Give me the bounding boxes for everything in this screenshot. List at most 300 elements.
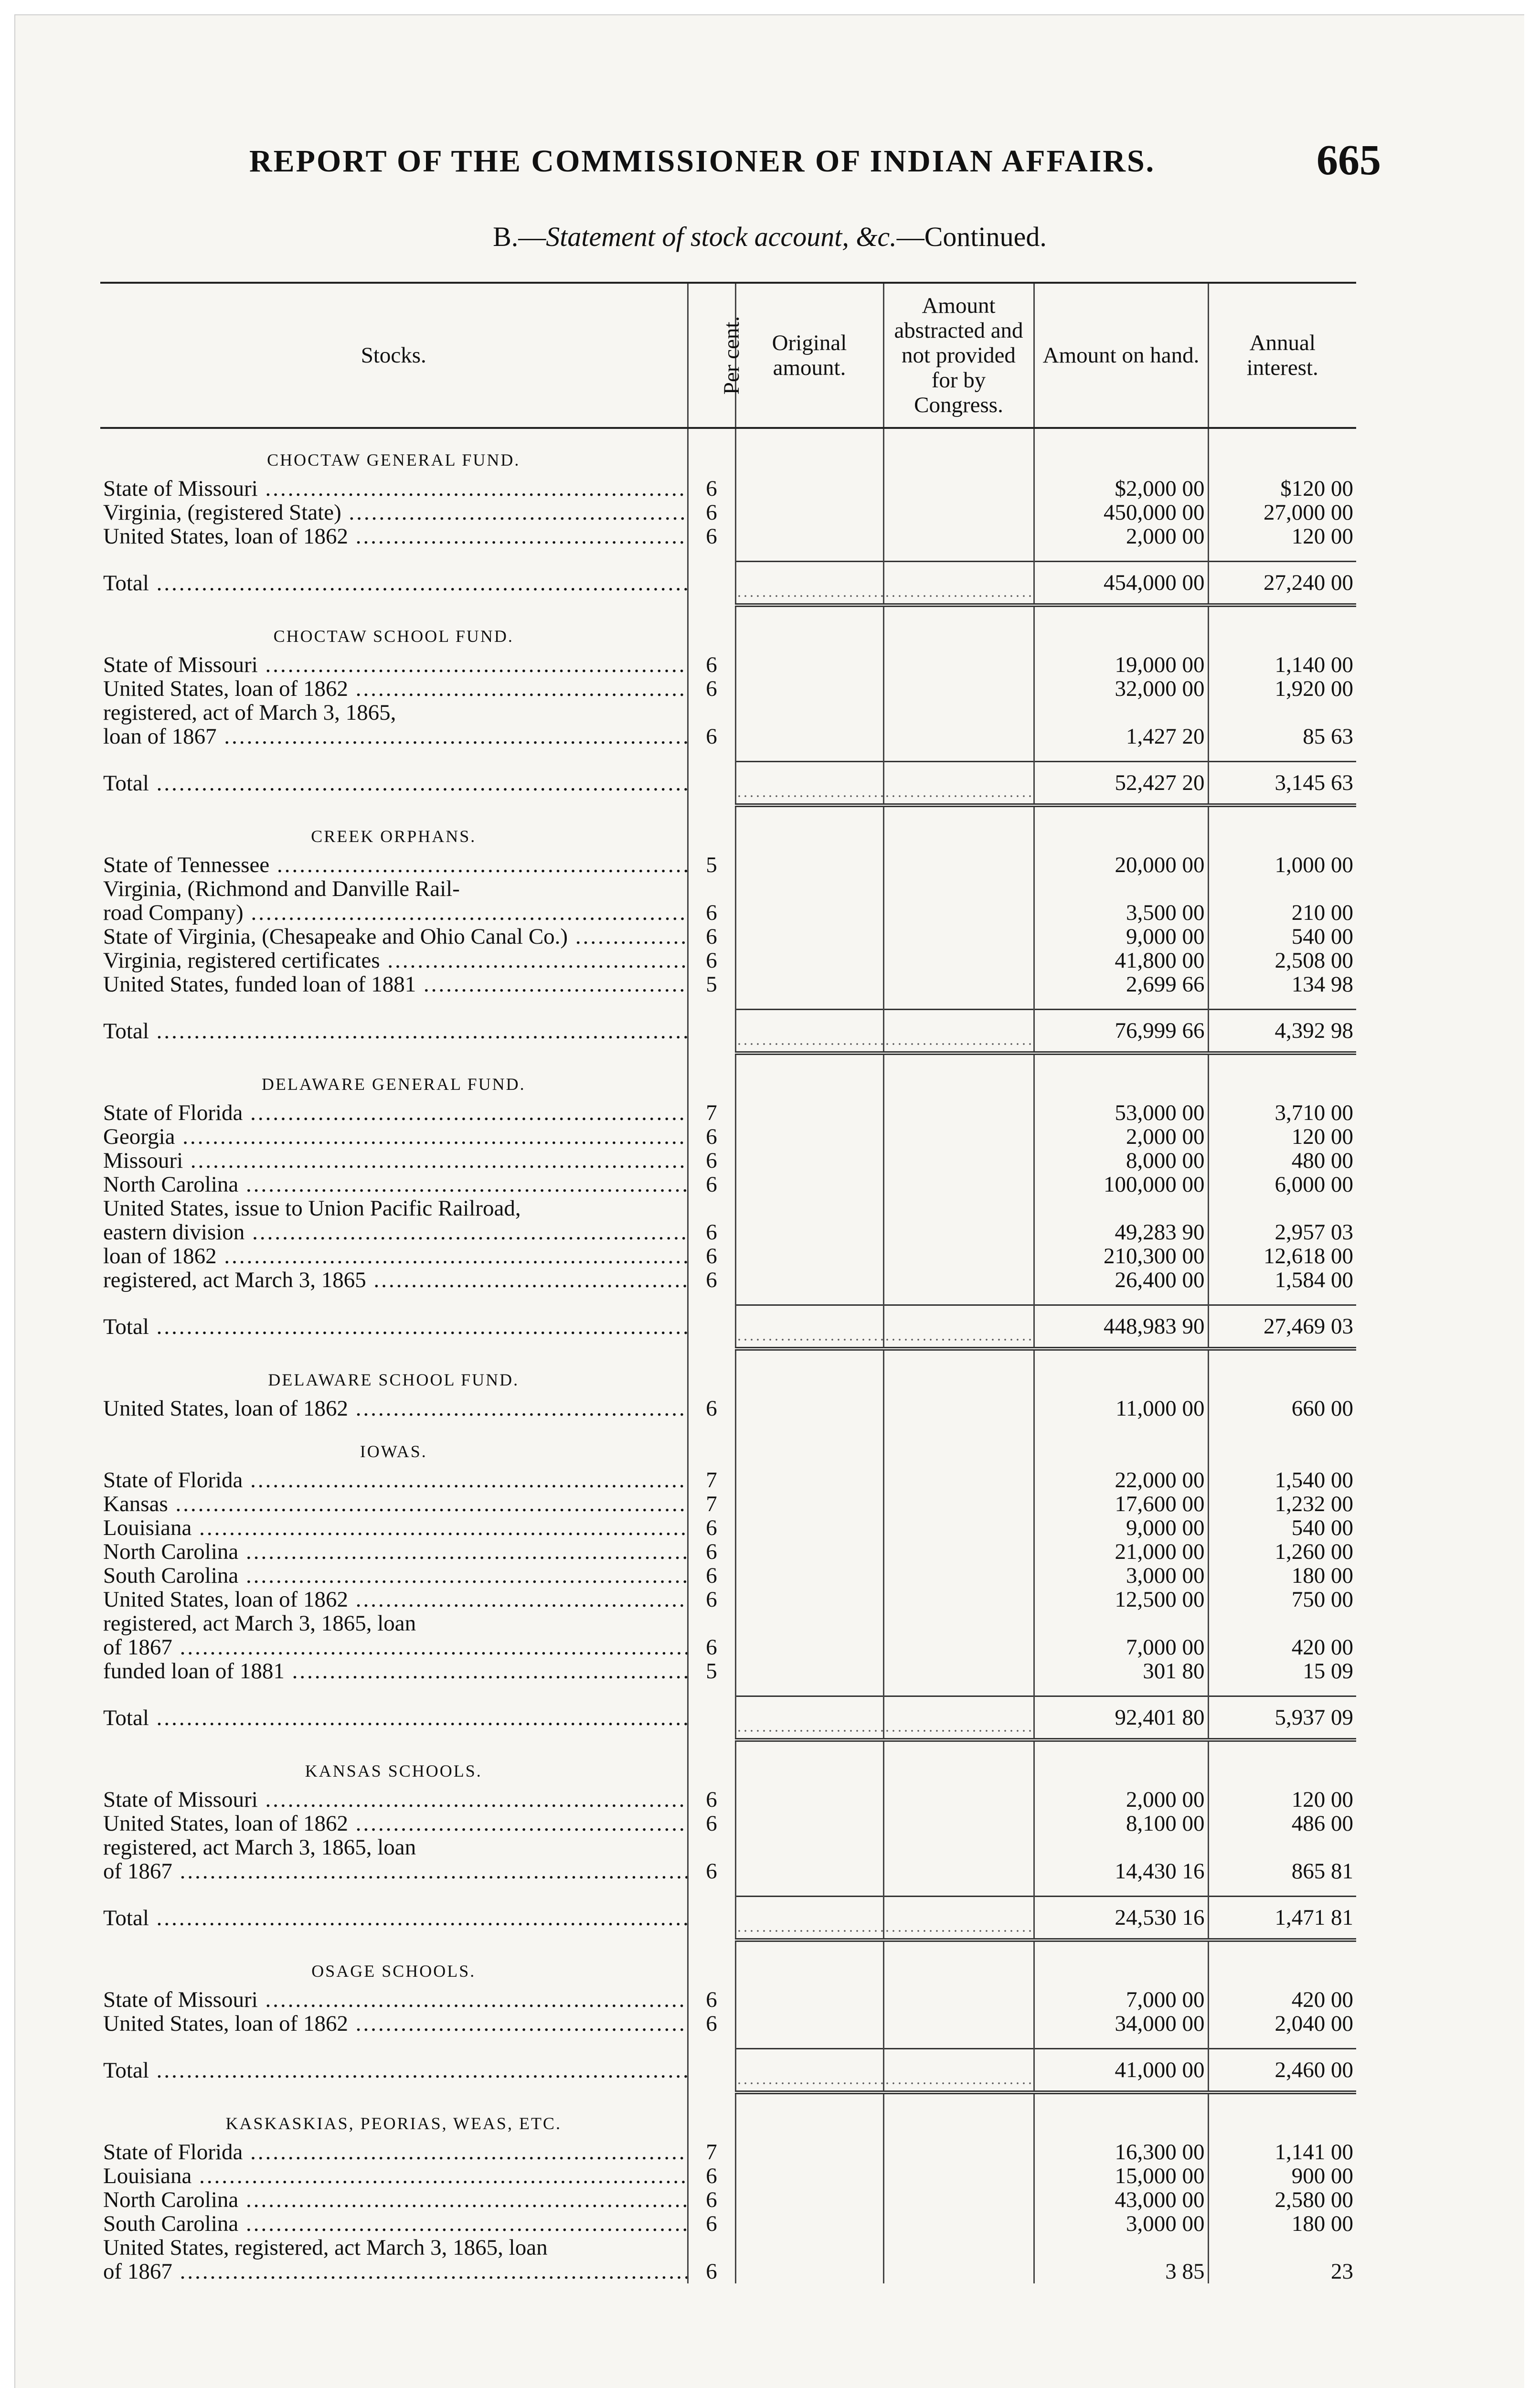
empty-cell [688, 548, 735, 562]
per-cent: 6 [688, 1988, 735, 2012]
annual-interest: 120 00 [1208, 1788, 1356, 1812]
original-amount [735, 1010, 883, 1054]
amount-on-hand: 2,699 66 [1034, 972, 1208, 996]
empty-cell [883, 748, 1034, 762]
stock-name: State of Florida ..... [100, 2140, 688, 2164]
empty-cell [735, 1292, 883, 1305]
stock-name: registered, act of March 3, 1865, [103, 701, 396, 725]
original-amount [735, 1268, 883, 1292]
stock-name: United States, loan of 1862 ..... [100, 1812, 688, 1835]
stock-account-table [100, 282, 1356, 2283]
abstracted-amount [883, 1468, 1034, 1492]
abstracted-amount [883, 1588, 1034, 1611]
stock-name: United States, registered, act March 3, 1865, loan [103, 2236, 548, 2260]
abstracted-amount [883, 1988, 1034, 2012]
original-amount [735, 1468, 883, 1492]
abstracted-amount [883, 972, 1034, 996]
annual-interest: 12,618 00 [1208, 1244, 1356, 1268]
original-amount [735, 725, 883, 748]
empty-cell [1208, 748, 1356, 762]
per-cent: 6 [688, 1635, 735, 1659]
abstracted-amount [883, 1659, 1034, 1683]
caption-italic: Statement of stock account, &c. [546, 221, 897, 252]
original-amount [735, 1897, 883, 1940]
stock-name: registered, act March 3, 1865, loan [103, 1835, 416, 1859]
abstracted-amount [883, 1859, 1034, 1883]
abstracted-amount [883, 1812, 1034, 1835]
empty-cell [1034, 428, 1208, 477]
annual-interest: 23 [1208, 2260, 1356, 2283]
empty-cell [688, 1420, 735, 1468]
annual-interest: 2,508 00 [1208, 949, 1356, 972]
abstracted-amount [883, 701, 1034, 725]
annual-interest: 1,140 00 [1208, 653, 1356, 677]
table-row [100, 1564, 1356, 1588]
annual-interest: 1,584 00 [1208, 1268, 1356, 1292]
total-row [100, 762, 1356, 806]
empty-cell [1034, 548, 1208, 562]
original-amount [735, 2188, 883, 2212]
total-on-hand: 24,530 16 [1034, 1897, 1208, 1940]
original-amount [735, 1149, 883, 1173]
amount-on-hand: 100,000 00 [1034, 1173, 1208, 1196]
per-cent: 6 [688, 1220, 735, 1244]
abstracted-amount [883, 1635, 1034, 1659]
table-row [100, 1812, 1356, 1835]
total-interest: 1,471 81 [1208, 1897, 1356, 1940]
stock-name: Virginia, (registered State) ..... [100, 501, 688, 524]
table-row [100, 901, 1356, 925]
annual-interest: 120 00 [1208, 1125, 1356, 1149]
annual-interest [1208, 1835, 1356, 1859]
original-amount [735, 853, 883, 877]
spacer-row [100, 548, 1356, 562]
amount-on-hand [1034, 1611, 1208, 1635]
annual-interest: 1,260 00 [1208, 1540, 1356, 1564]
empty-cell [688, 2036, 735, 2049]
empty-cell [1034, 1740, 1208, 1788]
empty-cell [1034, 2092, 1208, 2140]
table-row [100, 1125, 1356, 1149]
abstracted-amount [883, 1173, 1034, 1196]
table-row [100, 1220, 1356, 1244]
annual-interest: 2,957 03 [1208, 1220, 1356, 1244]
section-title: CHOCTAW GENERAL FUND. [267, 450, 520, 469]
amount-on-hand: 2,000 00 [1034, 1125, 1208, 1149]
abstracted-amount [883, 477, 1034, 501]
abstracted-amount [883, 877, 1034, 901]
total-row [100, 1696, 1356, 1740]
empty-cell [688, 1683, 735, 1696]
empty-cell [883, 805, 1034, 853]
per-cent [688, 1611, 735, 1635]
empty-cell [735, 1053, 883, 1101]
empty-cell [100, 2036, 688, 2049]
empty-cell [735, 1683, 883, 1696]
abstracted-amount [883, 1244, 1034, 1268]
table-row [100, 2236, 1356, 2260]
stock-name: State of Missouri ..... [100, 653, 688, 677]
stock-name: United States, funded loan of 1881 ..... [100, 972, 688, 996]
stock-name: United States, loan of 1862 ..... [100, 1397, 688, 1420]
original-amount [735, 2236, 883, 2260]
stock-name: State of Florida ..... [100, 1468, 688, 1492]
abstracted-amount [883, 2236, 1034, 2260]
stock-name: Georgia ..... [100, 1125, 688, 1149]
table-row [100, 853, 1356, 877]
total-label: Total ..... [100, 1696, 688, 1740]
section-title: CHOCTAW SCHOOL FUND. [273, 627, 514, 646]
empty-cell [1208, 1740, 1356, 1788]
stock-name: State of Virginia, (Chesapeake and Ohio Canal Co.) ..... [100, 925, 688, 949]
total-row [100, 1010, 1356, 1054]
table-row [100, 1611, 1356, 1635]
abstracted-amount [883, 1196, 1034, 1220]
section-title: KASKASKIAS, PEORIAS, WEAS, ETC. [225, 2114, 562, 2133]
empty-cell [883, 2092, 1034, 2140]
total-label: Total ..... [100, 562, 688, 606]
per-cent: 6 [688, 1788, 735, 1812]
amount-on-hand [1034, 1835, 1208, 1859]
abstracted-amount [883, 677, 1034, 701]
empty-cell [883, 1740, 1034, 1788]
table-row [100, 1988, 1356, 2012]
empty-cell [735, 1883, 883, 1897]
total-label: Total ..... [100, 1305, 688, 1349]
stock-name: State of Missouri ..... [100, 1988, 688, 2012]
empty-cell [1034, 1420, 1208, 1468]
page-number: 665 [1317, 137, 1381, 184]
per-cent: 6 [688, 1125, 735, 1149]
original-amount [735, 1788, 883, 1812]
empty-cell [883, 996, 1034, 1010]
per-cent: 6 [688, 1149, 735, 1173]
total-interest: 4,392 98 [1208, 1010, 1356, 1054]
col-header-original: Original amount. [735, 283, 883, 428]
empty-cell [100, 1883, 688, 1897]
stock-name: North Carolina ..... [100, 1540, 688, 1564]
empty-cell [1034, 748, 1208, 762]
stock-name: United States, loan of 1862 ..... [100, 677, 688, 701]
empty-cell [1208, 605, 1356, 653]
table-row [100, 1835, 1356, 1859]
original-amount [735, 1859, 883, 1883]
abstracted-amount [883, 2188, 1034, 2212]
abstracted-amount [883, 1101, 1034, 1125]
per-cent [688, 1305, 735, 1349]
table-row [100, 2212, 1356, 2236]
per-cent: 7 [688, 2140, 735, 2164]
abstracted-amount [883, 1149, 1034, 1173]
original-amount [735, 972, 883, 996]
per-cent [688, 1835, 735, 1859]
stock-name: registered, act March 3, 1865, loan [103, 1611, 416, 1635]
col-header-on-hand: Amount on hand. [1034, 283, 1208, 428]
abstracted-amount [883, 949, 1034, 972]
per-cent: 6 [688, 501, 735, 524]
empty-cell [883, 1053, 1034, 1101]
annual-interest: 210 00 [1208, 901, 1356, 925]
section-title: DELAWARE SCHOOL FUND. [268, 1370, 520, 1389]
empty-cell [688, 996, 735, 1010]
per-cent [688, 877, 735, 901]
amount-on-hand: 26,400 00 [1034, 1268, 1208, 1292]
table-row [100, 2188, 1356, 2212]
amount-on-hand: $2,000 00 [1034, 477, 1208, 501]
original-amount [735, 877, 883, 901]
annual-interest [1208, 2236, 1356, 2260]
amount-on-hand: 11,000 00 [1034, 1397, 1208, 1420]
empty-cell [735, 1420, 883, 1468]
per-cent [688, 1696, 735, 1740]
annual-interest: $120 00 [1208, 477, 1356, 501]
per-cent: 5 [688, 853, 735, 877]
per-cent: 6 [688, 1268, 735, 1292]
table-row [100, 1244, 1356, 1268]
total-on-hand: 41,000 00 [1034, 2049, 1208, 2093]
abstracted-amount [883, 1516, 1034, 1540]
per-cent: 6 [688, 1540, 735, 1564]
empty-cell [1034, 1349, 1208, 1397]
annual-interest: 540 00 [1208, 925, 1356, 949]
stock-name: loan of 1867 ..... [100, 725, 688, 748]
per-cent: 6 [688, 2164, 735, 2188]
stock-name: South Carolina ..... [100, 2212, 688, 2236]
stock-name: North Carolina ..... [100, 2188, 688, 2212]
empty-cell [1034, 805, 1208, 853]
annual-interest: 120 00 [1208, 524, 1356, 548]
original-amount [735, 562, 883, 606]
per-cent: 6 [688, 2188, 735, 2212]
abstracted-amount [883, 2212, 1034, 2236]
total-on-hand: 448,983 90 [1034, 1305, 1208, 1349]
original-amount [735, 653, 883, 677]
total-interest: 5,937 09 [1208, 1696, 1356, 1740]
per-cent: 6 [688, 1859, 735, 1883]
annual-interest: 420 00 [1208, 1635, 1356, 1659]
stock-name: road Company) ..... [100, 901, 688, 925]
empty-cell [735, 805, 883, 853]
total-row [100, 1305, 1356, 1349]
annual-interest: 15 09 [1208, 1659, 1356, 1683]
table-row [100, 653, 1356, 677]
stock-name: Virginia, (Richmond and Danville Rail- [103, 877, 460, 901]
table-row [100, 1540, 1356, 1564]
amount-on-hand: 450,000 00 [1034, 501, 1208, 524]
per-cent: 6 [688, 477, 735, 501]
empty-cell [1208, 996, 1356, 1010]
stock-name: State of Missouri ..... [100, 477, 688, 501]
annual-interest: 486 00 [1208, 1812, 1356, 1835]
original-amount [735, 1125, 883, 1149]
per-cent: 6 [688, 925, 735, 949]
table-row [100, 2164, 1356, 2188]
table-row [100, 1149, 1356, 1173]
original-amount [735, 477, 883, 501]
stock-name: funded loan of 1881 ..... [100, 1659, 688, 1683]
original-amount [735, 1611, 883, 1635]
original-amount [735, 1196, 883, 1220]
original-amount [735, 762, 883, 806]
abstracted-amount [883, 2049, 1034, 2093]
amount-on-hand: 34,000 00 [1034, 2012, 1208, 2036]
annual-interest: 2,580 00 [1208, 2188, 1356, 2212]
empty-cell [1208, 548, 1356, 562]
amount-on-hand: 9,000 00 [1034, 925, 1208, 949]
stock-name: South Carolina ..... [100, 1564, 688, 1588]
stock-name: loan of 1862 ..... [100, 1244, 688, 1268]
annual-interest: 27,000 00 [1208, 501, 1356, 524]
table-row [100, 477, 1356, 501]
stock-name: of 1867 ..... [100, 1859, 688, 1883]
total-row [100, 1897, 1356, 1940]
empty-cell [688, 805, 735, 853]
amount-on-hand: 210,300 00 [1034, 1244, 1208, 1268]
table-row [100, 2012, 1356, 2036]
original-amount [735, 1696, 883, 1740]
section-title: KANSAS SCHOOLS. [305, 1761, 482, 1780]
table-caption [15, 221, 1524, 253]
original-amount [735, 2012, 883, 2036]
empty-cell [1208, 1683, 1356, 1696]
empty-cell [883, 2036, 1034, 2049]
table-row [100, 1468, 1356, 1492]
col-header-per-cent [688, 283, 744, 428]
amount-on-hand: 14,430 16 [1034, 1859, 1208, 1883]
table-row [100, 701, 1356, 725]
per-cent: 6 [688, 1812, 735, 1835]
empty-cell [1034, 2036, 1208, 2049]
abstracted-amount [883, 501, 1034, 524]
annual-interest: 480 00 [1208, 1149, 1356, 1173]
empty-cell [688, 1740, 735, 1788]
original-amount [735, 1635, 883, 1659]
amount-on-hand: 7,000 00 [1034, 1988, 1208, 2012]
stock-name: State of Missouri ..... [100, 1788, 688, 1812]
section-title: DELAWARE GENERAL FUND. [261, 1075, 526, 1094]
original-amount [735, 1305, 883, 1349]
table-row [100, 1659, 1356, 1683]
empty-cell [100, 548, 688, 562]
abstracted-amount [883, 2140, 1034, 2164]
per-cent-label: Per cent. [719, 316, 744, 395]
table-row [100, 1859, 1356, 1883]
empty-cell [1208, 1420, 1356, 1468]
abstracted-amount [883, 653, 1034, 677]
stock-name: Louisiana ..... [100, 1516, 688, 1540]
table-row [100, 877, 1356, 901]
table-row [100, 1196, 1356, 1220]
per-cent: 6 [688, 2260, 735, 2283]
abstracted-amount [883, 925, 1034, 949]
per-cent: 7 [688, 1101, 735, 1125]
per-cent: 6 [688, 949, 735, 972]
spacer-row [100, 748, 1356, 762]
empty-cell [688, 428, 735, 477]
section-title: OSAGE SCHOOLS. [311, 1962, 476, 1981]
total-row [100, 2049, 1356, 2093]
total-on-hand: 52,427 20 [1034, 762, 1208, 806]
annual-interest: 2,040 00 [1208, 2012, 1356, 2036]
annual-interest: 420 00 [1208, 1988, 1356, 2012]
empty-cell [735, 1349, 883, 1397]
spacer-row [100, 1683, 1356, 1696]
abstracted-amount [883, 524, 1034, 548]
stock-name: registered, act March 3, 1865 ..... [100, 1268, 688, 1292]
empty-cell [1034, 1883, 1208, 1897]
per-cent: 7 [688, 1468, 735, 1492]
abstracted-amount [883, 762, 1034, 806]
original-amount [735, 1540, 883, 1564]
total-interest: 27,469 03 [1208, 1305, 1356, 1349]
amount-on-hand: 7,000 00 [1034, 1635, 1208, 1659]
table-row [100, 1635, 1356, 1659]
spacer-row [100, 1883, 1356, 1897]
table-row [100, 972, 1356, 996]
amount-on-hand: 12,500 00 [1034, 1588, 1208, 1611]
section-heading-row [100, 1349, 1356, 1397]
empty-cell [1208, 2092, 1356, 2140]
amount-on-hand: 15,000 00 [1034, 2164, 1208, 2188]
annual-interest: 180 00 [1208, 1564, 1356, 1588]
amount-on-hand [1034, 877, 1208, 901]
amount-on-hand: 3,000 00 [1034, 2212, 1208, 2236]
page-header [230, 135, 1381, 192]
empty-cell [688, 605, 735, 653]
amount-on-hand: 49,283 90 [1034, 1220, 1208, 1244]
per-cent: 6 [688, 1588, 735, 1611]
empty-cell [735, 748, 883, 762]
original-amount [735, 2049, 883, 2093]
amount-on-hand: 41,800 00 [1034, 949, 1208, 972]
empty-cell [100, 1292, 688, 1305]
per-cent: 6 [688, 2212, 735, 2236]
amount-on-hand: 8,000 00 [1034, 1149, 1208, 1173]
table-row [100, 677, 1356, 701]
empty-cell [688, 1349, 735, 1397]
annual-interest: 85 63 [1208, 725, 1356, 748]
per-cent: 6 [688, 524, 735, 548]
abstracted-amount [883, 1305, 1034, 1349]
original-amount [735, 1397, 883, 1420]
total-on-hand: 92,401 80 [1034, 1696, 1208, 1740]
original-amount [735, 1220, 883, 1244]
table-row [100, 1516, 1356, 1540]
section-heading-row [100, 1053, 1356, 1101]
empty-cell [883, 548, 1034, 562]
original-amount [735, 1835, 883, 1859]
empty-cell [688, 1053, 735, 1101]
table-row [100, 1397, 1356, 1420]
per-cent: 6 [688, 901, 735, 925]
amount-on-hand: 9,000 00 [1034, 1516, 1208, 1540]
annual-interest [1208, 1196, 1356, 1220]
original-amount [735, 677, 883, 701]
annual-interest: 6,000 00 [1208, 1173, 1356, 1196]
abstracted-amount [883, 1788, 1034, 1812]
empty-cell [1208, 1940, 1356, 1988]
stock-name: of 1867 ..... [100, 2260, 688, 2283]
per-cent: 6 [688, 677, 735, 701]
section-heading-row [100, 1940, 1356, 1988]
stock-name: United States, issue to Union Pacific Railroad, [103, 1196, 521, 1220]
empty-cell [1034, 996, 1208, 1010]
empty-cell [100, 748, 688, 762]
annual-interest: 900 00 [1208, 2164, 1356, 2188]
amount-on-hand: 32,000 00 [1034, 677, 1208, 701]
total-label: Total ..... [100, 2049, 688, 2093]
abstracted-amount [883, 1564, 1034, 1588]
